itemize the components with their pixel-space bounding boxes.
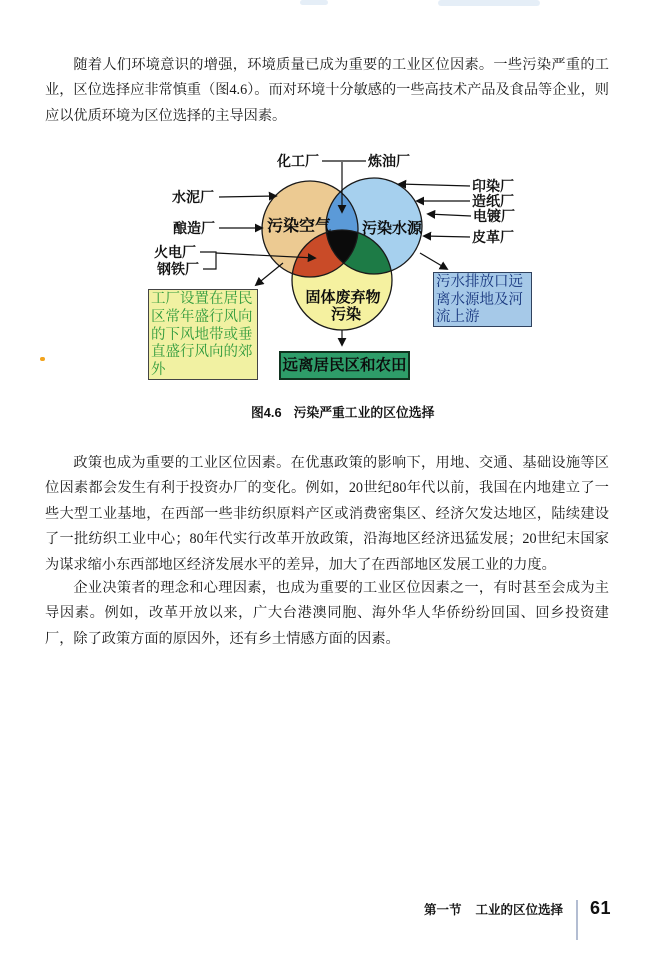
label-electroplating-plant: 电镀厂 (473, 210, 515, 225)
page-footer (424, 898, 612, 940)
paragraph-decision-makers: 企业决策者的理念和心理因素，也成为重要的工业区位因素之一，有时甚至会成为主导因素。例如，改革开放以来，广大台港澳同胞、海外华人华侨纷纷回国、回乡投资建厂，除了政策方面的原因外，还有乡土情感方面的因素。 (45, 580, 609, 647)
figure-caption-label: 图4.6 (251, 405, 282, 420)
label-steel-plant: 钢铁厂 (157, 263, 199, 278)
label-refinery: 炼油厂 (368, 155, 410, 170)
arrow-to-water-note (420, 253, 447, 269)
arrow-leather (424, 236, 470, 237)
figure-caption (251, 402, 434, 421)
scan-artifact (300, 0, 328, 5)
scan-artifact (438, 0, 540, 6)
water-siting-note: 污水排放口远离水源地及河流上游 (433, 272, 532, 327)
label-solid-waste-line1: 固体废弃物 (305, 290, 381, 306)
footer-section-number: 第一节 (424, 903, 462, 917)
footer-section-title: 工业的区位选择 (475, 903, 564, 917)
paragraph-environment: 随着人们环境意识的增强，环境质量已成为重要的工业区位因素。一些污染严重的工业，区位选择应非常慎重（图4.6）。而对环境十分敏感的一些高技术产品及食品等企业，则应以优质环境为区位选择的主导因素。 (45, 57, 609, 124)
arrow-printing-dyeing (399, 184, 470, 186)
air-siting-note: 工厂设置在居民区常年盛行风向的下风地带或垂直盛行风向的郊外 (148, 289, 258, 380)
label-solid-waste-line2: 污染 (330, 307, 362, 323)
footer-divider (576, 900, 578, 940)
label-papermaking-plant: 造纸厂 (472, 195, 514, 210)
label-air-pollution: 污染空气 (266, 218, 332, 235)
label-cement-plant: 水泥厂 (172, 191, 214, 206)
arrow-electroplating (428, 214, 471, 216)
label-printing-dyeing-plant: 印染厂 (472, 180, 514, 195)
label-leather-plant: 皮革厂 (472, 231, 514, 246)
label-water-pollution: 污染水源 (361, 221, 423, 237)
arrow-to-air-note (256, 263, 283, 285)
scan-artifact (40, 357, 45, 361)
bracket-power-steel (200, 252, 216, 269)
label-chemical-plant: 化工厂 (277, 155, 319, 170)
label-brewery: 酿造厂 (173, 222, 215, 237)
arrow-cement (219, 196, 276, 197)
page-number: 61 (590, 898, 612, 918)
paragraph-policy: 政策也成为重要的工业区位因素。在优惠政策的影响下，用地、交通、基础设施等区位因素都会发生有利于投资办厂的变化。例如，20世纪80年代以前，我国在内地建立了一些大型工业基地，在西部一些非纺织原料产区或消费密集区、经济欠发达地区，陆续建设了一批纺织工业中心；80年代实行改革开放政策，沿海地区经济迅猛发展；20世纪末国家为谋求缩小东西部地区经济发展水平的差异，加大了在西部地区发展工业的力度。 (45, 455, 609, 573)
solid-siting-note: 远离居民区和农田 (279, 351, 410, 380)
figure-caption-title: 污染严重工业的区位选择 (293, 405, 435, 420)
label-thermal-power-plant: 火电厂 (154, 246, 196, 261)
